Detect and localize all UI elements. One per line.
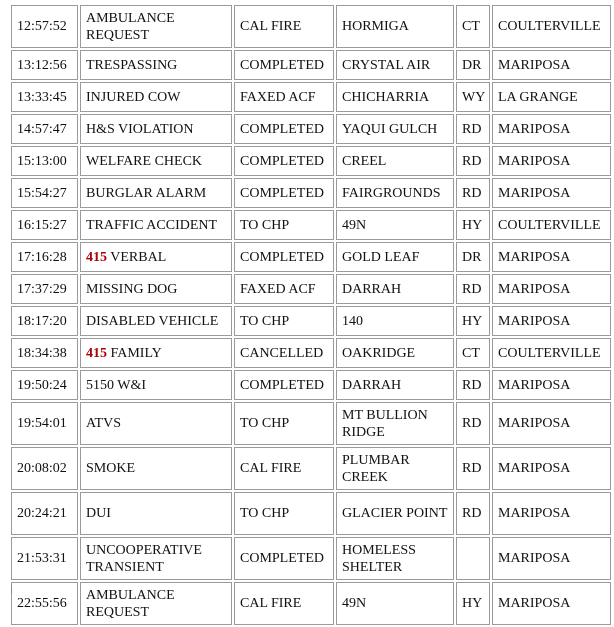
city-text: MARIPOSA — [498, 461, 571, 476]
cell-city — [492, 114, 611, 144]
location-text: CRYSTAL AIR — [342, 57, 431, 73]
table-row — [11, 114, 611, 144]
cell-city — [492, 402, 611, 445]
cell-type — [80, 582, 232, 625]
city-text: MARIPOSA — [498, 249, 571, 265]
city-text: MARIPOSA — [498, 313, 571, 329]
cell-status — [234, 210, 334, 240]
cell-city — [492, 178, 611, 208]
cell-status — [234, 492, 334, 535]
suffix-text: DR — [462, 57, 482, 73]
cell-location — [336, 114, 454, 144]
table-row — [11, 338, 611, 368]
incident-type-text: DUI — [86, 506, 111, 521]
cell-city — [492, 82, 611, 112]
city-text: COULTERVILLE — [498, 217, 601, 233]
cell-time — [11, 402, 78, 445]
cell-type — [80, 306, 232, 336]
cell-status — [234, 5, 334, 48]
time-text: 15:13:00 — [17, 153, 67, 169]
location-text: GLACIER POINT — [342, 506, 448, 521]
cell-city — [492, 306, 611, 336]
suffix-text: HY — [462, 596, 483, 611]
cell-location — [336, 492, 454, 535]
location-text: YAQUI GULCH — [342, 121, 438, 137]
location-text: CHICHARRIA — [342, 89, 430, 105]
cell-location — [336, 242, 454, 272]
cell-location — [336, 210, 454, 240]
cell-type — [80, 5, 232, 48]
suffix-text: WY — [462, 89, 486, 105]
location-text: PLUMBAR CREEK — [342, 452, 410, 485]
cell-type — [80, 50, 232, 80]
cell-time — [11, 370, 78, 400]
time-text: 19:54:01 — [17, 416, 67, 431]
cell-time — [11, 5, 78, 48]
table-row — [11, 5, 611, 48]
location-text: GOLD LEAF — [342, 249, 420, 265]
status-text: CAL FIRE — [240, 596, 302, 611]
city-text: MARIPOSA — [498, 377, 571, 393]
cell-type — [80, 402, 232, 445]
status-text: COMPLETED — [240, 57, 324, 73]
incident-log-table — [9, 3, 613, 627]
city-text: MARIPOSA — [498, 596, 571, 611]
cell-time — [11, 146, 78, 176]
cell-suffix — [456, 242, 490, 272]
cell-status — [234, 274, 334, 304]
cell-city — [492, 447, 611, 490]
status-text: TO CHP — [240, 217, 290, 233]
cell-time — [11, 338, 78, 368]
cell-type — [80, 82, 232, 112]
cell-status — [234, 338, 334, 368]
incident-type-text: AMBULANCE REQUEST — [86, 10, 175, 43]
cell-suffix — [456, 50, 490, 80]
cell-status — [234, 447, 334, 490]
cell-suffix — [456, 447, 490, 490]
location-text: HORMIGA — [342, 19, 409, 34]
table-row — [11, 146, 611, 176]
time-text: 16:15:27 — [17, 217, 67, 233]
suffix-text: RD — [462, 153, 482, 169]
cell-time — [11, 306, 78, 336]
cell-time — [11, 178, 78, 208]
city-text: COULTERVILLE — [498, 19, 601, 34]
penal-code-label: 415 — [86, 249, 107, 265]
cell-time — [11, 242, 78, 272]
table-row — [11, 447, 611, 490]
cell-status — [234, 582, 334, 625]
cell-location — [336, 146, 454, 176]
table-row — [11, 50, 611, 80]
cell-city — [492, 274, 611, 304]
suffix-text: RD — [462, 281, 482, 297]
time-text: 20:08:02 — [17, 461, 67, 476]
cell-suffix — [456, 210, 490, 240]
cell-city — [492, 50, 611, 80]
cell-type — [80, 146, 232, 176]
status-text: TO CHP — [240, 506, 290, 521]
cell-city — [492, 242, 611, 272]
city-text: MARIPOSA — [498, 416, 571, 431]
penal-code-label: 415 — [86, 345, 107, 361]
cell-suffix — [456, 274, 490, 304]
incident-type-text: TRESPASSING — [86, 57, 178, 73]
incident-type-text: AMBULANCE REQUEST — [86, 587, 175, 620]
status-text: COMPLETED — [240, 377, 324, 393]
cell-city — [492, 146, 611, 176]
status-text: CAL FIRE — [240, 19, 302, 34]
cell-type — [80, 370, 232, 400]
status-text: TO CHP — [240, 313, 290, 329]
suffix-text: RD — [462, 185, 482, 201]
suffix-text: HY — [462, 217, 483, 233]
table-row — [11, 274, 611, 304]
cell-suffix — [456, 146, 490, 176]
status-text: TO CHP — [240, 416, 290, 431]
table-row — [11, 210, 611, 240]
cell-location — [336, 582, 454, 625]
cell-time — [11, 114, 78, 144]
location-text: 140 — [342, 313, 363, 329]
page-edge-mark — [11, 585, 12, 594]
location-text: HOMELESS SHELTER — [342, 542, 416, 575]
time-text: 12:57:52 — [17, 19, 67, 34]
incident-type-text: 5150 W&I — [86, 377, 147, 393]
table-row — [11, 82, 611, 112]
cell-type — [80, 338, 232, 368]
suffix-text: DR — [462, 249, 482, 265]
city-text: COULTERVILLE — [498, 345, 601, 361]
cell-suffix — [456, 537, 490, 580]
status-text: COMPLETED — [240, 551, 324, 566]
suffix-text: CT — [462, 19, 480, 34]
cell-location — [336, 82, 454, 112]
time-text: 13:12:56 — [17, 57, 67, 73]
status-text: CANCELLED — [240, 345, 324, 361]
cell-status — [234, 242, 334, 272]
cell-suffix — [456, 492, 490, 535]
city-text: MARIPOSA — [498, 281, 571, 297]
location-text: 49N — [342, 217, 367, 233]
cell-status — [234, 178, 334, 208]
suffix-text: RD — [462, 461, 482, 476]
cell-time — [11, 82, 78, 112]
time-text: 17:16:28 — [17, 249, 67, 265]
cell-location — [336, 447, 454, 490]
table-row — [11, 582, 611, 625]
cell-location — [336, 274, 454, 304]
incident-type-text: INJURED COW — [86, 89, 181, 105]
cell-type — [80, 447, 232, 490]
location-text: DARRAH — [342, 281, 402, 297]
cell-suffix — [456, 306, 490, 336]
time-text: 18:34:38 — [17, 345, 67, 361]
incident-type-text: FAMILY — [110, 345, 162, 361]
incident-type-text: H&S VIOLATION — [86, 121, 194, 137]
time-text: 20:24:21 — [17, 506, 67, 521]
cell-time — [11, 492, 78, 535]
cell-status — [234, 537, 334, 580]
cell-status — [234, 306, 334, 336]
cell-location — [336, 370, 454, 400]
cell-type — [80, 210, 232, 240]
cell-city — [492, 210, 611, 240]
cell-location — [336, 402, 454, 445]
incident-type-text: ATVS — [86, 416, 122, 431]
cell-location — [336, 338, 454, 368]
cell-type — [80, 114, 232, 144]
cell-type — [80, 178, 232, 208]
cell-time — [11, 50, 78, 80]
cell-suffix — [456, 338, 490, 368]
cell-type — [80, 242, 232, 272]
cell-city — [492, 537, 611, 580]
cell-type — [80, 492, 232, 535]
city-text: LA GRANGE — [498, 89, 578, 105]
table-row — [11, 402, 611, 445]
time-text: 18:17:20 — [17, 313, 67, 329]
cell-status — [234, 82, 334, 112]
status-text: COMPLETED — [240, 185, 324, 201]
cell-status — [234, 146, 334, 176]
incident-type-text: UNCOOPERATIVE TRANSIENT — [86, 542, 202, 575]
cell-time — [11, 447, 78, 490]
cell-status — [234, 402, 334, 445]
cell-status — [234, 50, 334, 80]
status-text: COMPLETED — [240, 121, 324, 137]
cell-location — [336, 50, 454, 80]
time-text: 21:53:31 — [17, 551, 67, 566]
location-text: MT BULLION RIDGE — [342, 407, 428, 440]
time-text: 19:50:24 — [17, 377, 67, 393]
city-text: MARIPOSA — [498, 506, 571, 521]
suffix-text: RD — [462, 121, 482, 137]
status-text: FAXED ACF — [240, 281, 316, 297]
incident-type-text: WELFARE CHECK — [86, 153, 203, 169]
city-text: MARIPOSA — [498, 121, 571, 137]
incident-type-text: BURGLAR ALARM — [86, 185, 207, 201]
city-text: MARIPOSA — [498, 551, 571, 566]
cell-city — [492, 582, 611, 625]
table-row — [11, 370, 611, 400]
location-text: OAKRIDGE — [342, 345, 416, 361]
city-text: MARIPOSA — [498, 185, 571, 201]
location-text: CREEL — [342, 153, 387, 169]
suffix-text: HY — [462, 313, 483, 329]
table-row — [11, 178, 611, 208]
status-text: CAL FIRE — [240, 461, 302, 476]
cell-suffix — [456, 178, 490, 208]
city-text: MARIPOSA — [498, 57, 571, 73]
status-text: COMPLETED — [240, 153, 324, 169]
cell-type — [80, 274, 232, 304]
time-text: 22:55:56 — [17, 596, 67, 611]
cell-location — [336, 5, 454, 48]
incident-type-text: MISSING DOG — [86, 281, 178, 297]
table-row — [11, 306, 611, 336]
table-row — [11, 242, 611, 272]
time-text: 17:37:29 — [17, 281, 67, 297]
cell-time — [11, 210, 78, 240]
time-text: 15:54:27 — [17, 185, 67, 201]
cell-location — [336, 306, 454, 336]
city-text: MARIPOSA — [498, 153, 571, 169]
cell-city — [492, 5, 611, 48]
cell-suffix — [456, 5, 490, 48]
cell-location — [336, 178, 454, 208]
table-row — [11, 537, 611, 580]
cell-type — [80, 537, 232, 580]
location-text: 49N — [342, 596, 367, 611]
table-row — [11, 492, 611, 535]
incident-type-text: VERBAL — [110, 249, 167, 265]
location-text: DARRAH — [342, 377, 402, 393]
incident-type-text: SMOKE — [86, 461, 136, 476]
cell-suffix — [456, 370, 490, 400]
time-text: 13:33:45 — [17, 89, 67, 105]
status-text: FAXED ACF — [240, 89, 316, 105]
time-text: 14:57:47 — [17, 121, 67, 137]
cell-suffix — [456, 114, 490, 144]
status-text: COMPLETED — [240, 249, 324, 265]
cell-status — [234, 114, 334, 144]
cell-time — [11, 582, 78, 625]
cell-city — [492, 370, 611, 400]
location-text: FAIRGROUNDS — [342, 185, 441, 201]
cell-suffix — [456, 582, 490, 625]
suffix-text: RD — [462, 416, 482, 431]
cell-suffix — [456, 82, 490, 112]
suffix-text: CT — [462, 345, 480, 361]
suffix-text: RD — [462, 506, 482, 521]
incident-log-body — [11, 5, 611, 625]
cell-suffix — [456, 402, 490, 445]
cell-status — [234, 370, 334, 400]
suffix-text: RD — [462, 377, 482, 393]
incident-type-text: DISABLED VEHICLE — [86, 313, 219, 329]
cell-city — [492, 492, 611, 535]
cell-time — [11, 537, 78, 580]
cell-location — [336, 537, 454, 580]
cell-time — [11, 274, 78, 304]
incident-type-text: TRAFFIC ACCIDENT — [86, 217, 218, 233]
cell-city — [492, 338, 611, 368]
